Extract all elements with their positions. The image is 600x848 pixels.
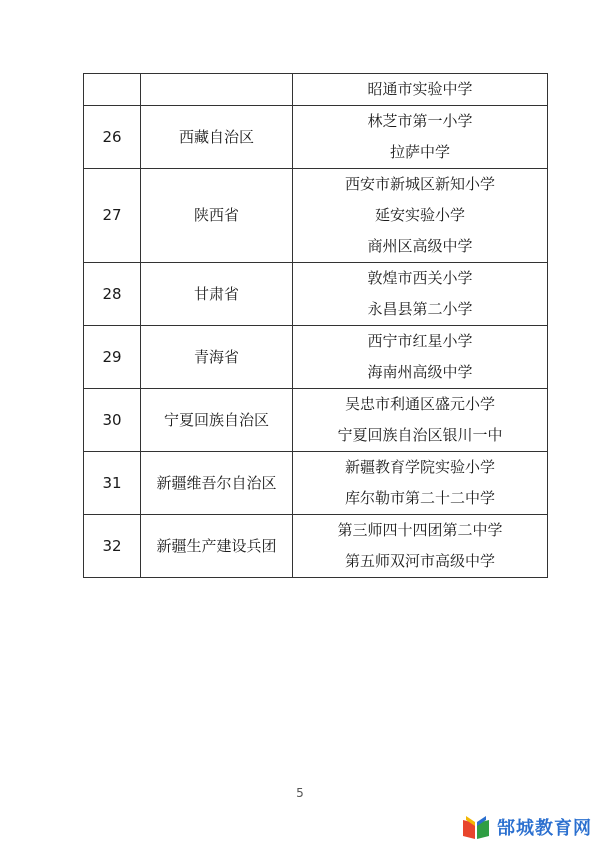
province-name: 甘肃省 — [141, 263, 293, 326]
province-name: 青海省 — [141, 326, 293, 389]
province-name: 宁夏回族自治区 — [141, 389, 293, 452]
school-cell — [293, 106, 548, 169]
school-name: 第三师四十四团第二中学 — [337, 521, 503, 539]
row-number: 29 — [84, 326, 141, 389]
school-name: 海南州高级中学 — [367, 363, 473, 381]
school-cell — [293, 326, 548, 389]
school-cell — [293, 452, 548, 515]
school-name: 第五师双河市高级中学 — [344, 552, 495, 570]
school-name: 新疆教育学院实验小学 — [344, 458, 495, 476]
school-cell — [293, 389, 548, 452]
school-name: 敦煌市西关小学 — [367, 269, 473, 287]
school-name: 吴忠市利通区盛元小学 — [344, 395, 495, 413]
school-name: 昭通市实验中学 — [367, 80, 473, 98]
school-name: 宁夏回族自治区银川一中 — [337, 426, 503, 444]
row-number: 28 — [84, 263, 141, 326]
watermark-text: 郜城教育网 — [497, 818, 592, 839]
table-row — [84, 452, 548, 515]
page-number: 5 — [296, 786, 304, 800]
table-row — [84, 74, 548, 106]
row-number: 32 — [84, 515, 141, 578]
book-icon — [461, 814, 491, 840]
school-cell — [293, 169, 548, 263]
table-row — [84, 515, 548, 578]
school-name: 延安实验小学 — [374, 206, 465, 224]
province-name: 陕西省 — [141, 169, 293, 263]
school-name: 林芝市第一小学 — [367, 112, 473, 130]
school-name: 西安市新城区新知小学 — [344, 175, 495, 193]
province-name: 新疆生产建设兵团 — [141, 515, 293, 578]
table-body — [84, 74, 548, 578]
school-cell — [293, 74, 548, 106]
table-row — [84, 106, 548, 169]
school-name: 西宁市红星小学 — [367, 332, 473, 350]
school-cell — [293, 515, 548, 578]
row-number: 26 — [84, 106, 141, 169]
province-name — [141, 74, 293, 106]
table-row — [84, 389, 548, 452]
school-list-table — [83, 73, 548, 578]
table-row — [84, 169, 548, 263]
row-number — [84, 74, 141, 106]
province-name: 新疆维吾尔自治区 — [141, 452, 293, 515]
row-number: 31 — [84, 452, 141, 515]
row-number: 27 — [84, 169, 141, 263]
table-row — [84, 326, 548, 389]
school-cell — [293, 263, 548, 326]
school-name: 永昌县第二小学 — [367, 300, 473, 318]
school-name: 拉萨中学 — [389, 143, 450, 161]
site-watermark — [461, 812, 592, 842]
school-name: 商州区高级中学 — [367, 237, 473, 255]
table-row — [84, 263, 548, 326]
school-name: 库尔勒市第二十二中学 — [344, 489, 495, 507]
row-number: 30 — [84, 389, 141, 452]
province-name: 西藏自治区 — [141, 106, 293, 169]
